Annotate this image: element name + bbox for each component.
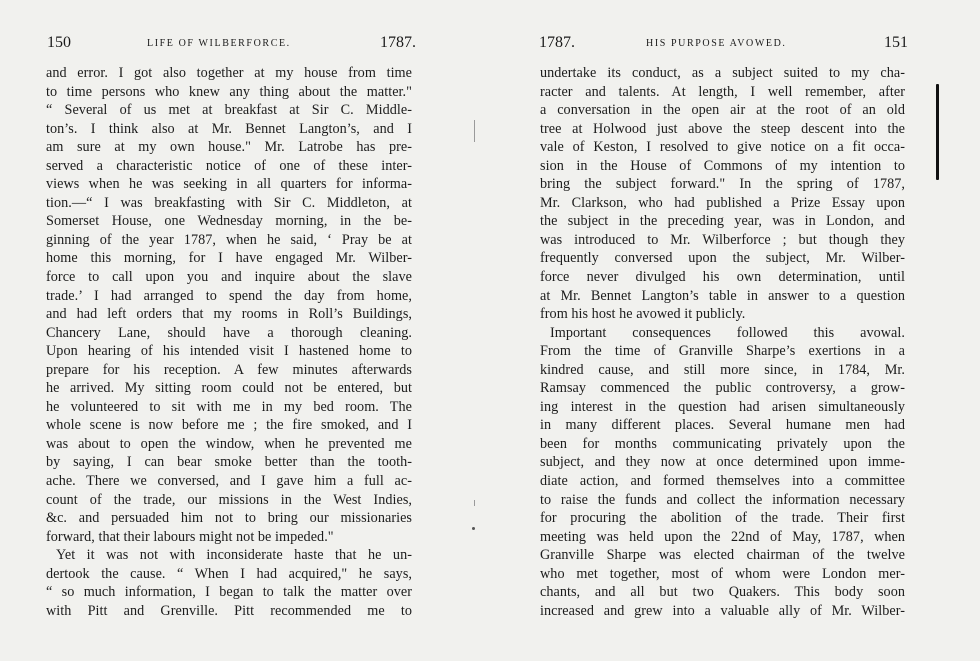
text-line: ing interest in the question had arisen simultaneously (540, 398, 905, 415)
text-line: undertake its conduct, as a subject suited to my cha- (540, 65, 905, 81)
text-line: meeting was held upon the 22nd of May, 1787, when (540, 528, 905, 545)
text-line: bring the subject forward." In the spring of 1787, (540, 176, 905, 193)
text-line: whole scene is now before me ; the fire smoked, and I (46, 417, 412, 434)
text-line: kindred cause, and still more since, in 1784, Mr. (540, 361, 905, 378)
text-line: count of the trade, our missions in the West Indies, (46, 491, 412, 508)
text-line: sion in the House of Commons of my intention to (540, 157, 905, 174)
text-line: to time persons who knew any thing about the matter." (46, 83, 412, 100)
text-line: frequently conversed upon the subject, Mr. Wilber- (540, 250, 905, 267)
margin-bar (936, 84, 939, 180)
text-line: force to call upon you and inquire about the slave (46, 269, 412, 286)
text-line: tion.—“ I was breakfasting with Sir C. Middleton, at (46, 194, 412, 211)
text-line: From the time of Granville Sharpe’s exertions in a (540, 343, 905, 360)
left-running-header (47, 34, 417, 54)
text-line: “ Several of us met at breakfast at Sir C. Middle- (46, 102, 412, 119)
text-line: tree at Holwood just above the steep descent into the (540, 120, 905, 137)
text-line: ache. There we conversed, and I gave him a full ac- (46, 473, 412, 490)
text-line: force never divulged his own determination, until (540, 269, 905, 286)
text-line: subject, and they now at once determined upon imme- (540, 454, 905, 471)
text-line: served a characteristic notice of one of these inter- (46, 157, 412, 174)
text-line: who met together, most of whom were London mer- (540, 565, 905, 582)
text-line: been for months communicating privately upon the (540, 435, 905, 452)
left-header-year: 1787. (380, 34, 416, 51)
text-line: ginning of the year 1787, when he said, ‘ Pray be at (46, 231, 412, 248)
left-page-number: 150 (47, 34, 71, 51)
scan-speck (472, 527, 475, 530)
gutter-mark (474, 500, 475, 506)
text-line: was introduced to Mr. Wilberforce ; but though they (540, 231, 905, 248)
text-line: for procuring the abolition of the trade. Their first (540, 510, 905, 527)
text-line: and error. I got also together at my house from time (46, 65, 412, 81)
text-line: with Pitt and Grenville. Pitt recommended me to (46, 602, 412, 619)
text-line: racter and talents. At length, I well remember, after (540, 83, 905, 100)
text-line: chants, and all but two Quakers. This body soon (540, 584, 905, 601)
text-line: Ramsay commenced the public controversy, a grow- (540, 380, 905, 397)
text-line: a conversation in the open air at the root of an old (540, 102, 905, 119)
text-line: home this morning, for I have engaged Mr. Wilber- (46, 250, 412, 267)
text-line: ton’s. I think also at Mr. Bennet Langton’s, and I (46, 120, 412, 137)
text-line: Mr. Clarkson, who had published a Prize Essay upon (540, 194, 905, 211)
text-line: &c. and persuaded him not to bring our missionaries (46, 510, 412, 527)
text-line: to raise the funds and collect the information necessary (540, 491, 905, 508)
text-line: in many different places. Several humane men had (540, 417, 905, 434)
left-running-title: LIFE OF WILBERFORCE. (147, 38, 291, 49)
gutter-mark (474, 120, 475, 142)
text-line: was about to open the window, when he prevented me (46, 435, 412, 452)
text-line: diate action, and formed themselves into a committee (540, 473, 905, 490)
text-line: dertook the cause. “ When I had acquired," he says, (46, 565, 412, 582)
text-line: “ so much information, I began to talk the matter over (46, 584, 412, 601)
text-line: Chancery Lane, should have a thorough cleaning. (46, 324, 412, 341)
text-line: Important consequences followed this avowal. (550, 324, 905, 341)
text-line: am sure at my own house." Mr. Latrobe has pre- (46, 139, 412, 156)
text-line: views when he was seeking in all quarters for informa- (46, 176, 412, 193)
right-page-number: 151 (884, 34, 908, 51)
text-line: from his host he avowed it publicly. (540, 306, 746, 323)
text-line: by saying, I can bear smoke better than the tooth- (46, 454, 412, 471)
text-line: Upon hearing of his intended visit I hastened home to (46, 343, 412, 360)
text-line: forward, that their labours might not be impeded." (46, 528, 334, 545)
text-line: prepare for his reception. A few minutes afterwards (46, 361, 412, 378)
text-line: he volunteered to sit with me in my bed room. The (46, 398, 412, 415)
text-line: and had left orders that my rooms in Roll’s Buildings, (46, 306, 412, 323)
text-line: Yet it was not with inconsiderate haste that he un- (56, 547, 412, 564)
text-line: increased and grew into a valuable ally of Mr. Wilber- (540, 602, 905, 619)
text-line: the subject in the preceding year, was in London, and (540, 213, 905, 230)
right-running-title: HIS PURPOSE AVOWED. (646, 38, 787, 49)
text-line: vale of Keston, I resolved to give notice on a fit occa- (540, 139, 905, 156)
right-page (490, 0, 980, 661)
text-line: he arrived. My sitting room could not be entered, but (46, 380, 412, 397)
text-line: Somerset House, one Wednesday morning, in the be- (46, 213, 412, 230)
right-header-year: 1787. (539, 34, 575, 51)
right-body-text (540, 64, 905, 620)
left-body-text (46, 64, 412, 620)
text-line: at Mr. Bennet Langton’s table in answer to a question (540, 287, 905, 304)
right-running-header (539, 34, 906, 54)
text-line: trade.’ I had arranged to spend the day from home, (46, 287, 412, 304)
text-line: Granville Sharpe was elected chairman of the twelve (540, 547, 905, 564)
